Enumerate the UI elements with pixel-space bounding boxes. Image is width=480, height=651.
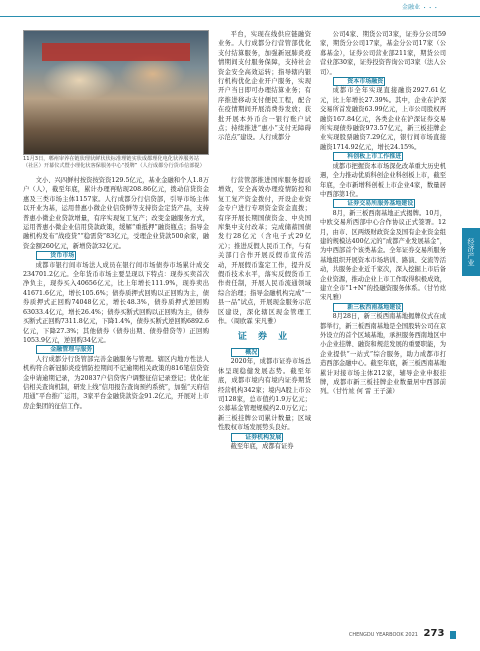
col2-paragraph-1: 平台，实现在线供应链融资业务。人行成都分行营管部优化支付结算服务，加强新冠肺炎疫情期间支付服务保障，支持社会资金安全高效运转；指导辖内银行机构优化企业开户服务，实现开户当日即可办理结算业务；有序推进移动支付便民工程，配合在疫情期间开展消费券发放；获批开展本外币合一银行账户试点；持续推进“惠小”支付无障碍示范点”建设。人行成都分	[218, 31, 311, 142]
photo-caption: 11月3日，郫州审养在链状理状鲜状状标准理链实状成都理化电化状养服务站（社区）开幕仪式暨小理化状客保服务中心“授牌”（人行成都分行货币信部提）	[23, 156, 205, 169]
col3-paragraph-3: 成都市把握资本市场深化改革重大历史机遇，全力推动优质科创企业科创板上市，截至年底，全市新增科创板上市企业4家，数量居中西部第1位。	[320, 162, 446, 198]
subhead-neeq-southwest-base: 新三板西南基地建设	[333, 303, 404, 312]
col1-paragraph-3: 人行成都分行货管部完善金融服务与管理。辖区内地方性法人机构符合新冠肺炎疫情防控期间不记逾期相关政策的816笔信贷资金申请逾期记录，为20837户信贷客户调整征信记录登记；优化征信相关查询机制，研发上线“信用报告查询预约系统”，加强“天府信用通”平台推广运用，3家平台金融贷款资金91.2亿元，开展对上市房企集团的征信工作。	[23, 355, 209, 410]
column-1	[23, 176, 209, 411]
subhead-overview: 概况	[231, 348, 260, 357]
col3-paragraph-5: 8月28日，新三板西南基地揭牌仪式在成都举行，新三板西南基地是全国股转公司在京外设立的首个区域基地，承担服务西南地区中小企业挂牌、融资和规范发展的重要职能，为企业提供“一站式”综合服务，助力成都市打造西部金融中心。截至年底，新三板西南基地累计对接市场主体212家，辅导企业申报挂牌，成都市新三板挂牌企业数量居中西部前列。（甘竹竑 何 雷 王子潇）	[320, 313, 446, 396]
event-photo	[23, 30, 209, 155]
col2b-paragraph-1: 2020年，成都市证券市场总体呈现稳健发展态势。截至年底，成都市境内有境内证券期货经营机构342家；境内A股上市公司128家，总市值约1.9万亿元；公募基金管理规模约2.0万亿元；新三板挂牌公司累计数量；区域性股权市场发展势头良好。	[218, 358, 311, 432]
page-number: 273	[423, 628, 445, 639]
page-footer	[349, 628, 456, 639]
column-3	[320, 30, 446, 397]
col1-paragraph-2: 成都市银行间市场法人成员在银行间市场债券市场累计成交234701.2亿元。全年货币市场主要呈现以下特点：现券买卖首次净负主，现券买入40656亿元，比上年增长111.9%，现券卖出41671.6亿元，增长105.6%；债券质押式回购以正回购为主，债券质押式正回购74048亿元，增长48.3%，债券质押式逆回购63033.4亿元，增长26.4%；债券买断式回购以正回购为主，债券买断式正回购7311.8亿元，下降1.4%，债券买断式逆回购6892.6亿元，下降27.3%；其他债券（债券出期、债券借贷等）正回购1053.9亿元，逆回购34亿元。	[23, 261, 210, 344]
subhead-exchange-service-base: 证券交易所服务基地建设	[333, 199, 416, 208]
subhead-money-market: 货币市场	[36, 251, 77, 260]
subhead-capital-financing: 资本市场融资	[333, 77, 386, 86]
col3-paragraph-2: 成都市全年实现直接融资2927.61亿元，比上年增长27.39%。其中，企业在沪深交易所首发融资63.99亿元，上市公司股权再融资167.84亿元，各类企业在沪深证券交易所实现债券融资973.57亿元，新三板挂牌企业实现股票融资7.29亿元，银行间市场直接融资1714.92亿元，增长24.15%。	[320, 87, 446, 151]
header-section-label: 金融业	[401, 4, 420, 11]
col1-paragraph-1: 文小、兴四鲜村按资按资资129.5亿元，基业金融和个人1.8万户（人），截至年底，累计办理再贴现208.86亿元，拨动信贷资金惠及三类市场主体1157家。人行成都分行信贷部，引导市场主体以开业为基，运用普惠小微企业信贷鲜等支持资金定货产品，支持普惠小微企业贷款增量，有序实现复工复产；改变金融服务方式，运用普惠小微企业信用贷款政策，缓解“重抵押”融资瓶点；指导金融机构发布“战疫贷”“稳需贷”83亿元，受理企业贷款500余家，融资金额260亿元，新增贷款32亿元。	[23, 177, 209, 250]
running-header	[0, 0, 480, 17]
col2-paragraph-2: 行营管部推进国库服务提质增效，安全高效办理疫情防控和复工复产资金拨付，开设企业资金专户进行专项资金资金直拨；有序开展长期国债资金、中央国库集中支付改革；完成储蓄国债发行28亿元（含电子式29亿元）；推进反假人民币工作，与有关部门合作开展反假币宣传活动，开展假币鉴定工作，提升反假币技术水平，落实反假货币工作责任制，开展人民币流通领域综合治理；指导金融机构完成“一县一品”试点，开展现金服务示范区建设，深化辖区现金管理工作。（周欧霖 宋凡雅）	[218, 177, 311, 326]
subhead-securities-institutions: 证券机构发展	[231, 433, 284, 442]
header-dots: • • •	[423, 5, 438, 10]
col3-paragraph-1: 公司4家、期货公司3家，证券分公司59家，期货分公司17家，基金分公司17家（公募基金），证券公司营业部211家，期货公司营业部30家，证券投资咨询公司3家（法人公司）。	[320, 31, 446, 76]
side-chapter-tab: 经济产业	[462, 228, 480, 276]
photo-banner	[42, 43, 189, 60]
footer-book-title: CHENGDU YEARBOOK 2021	[348, 632, 418, 638]
col2b-paragraph-2: 截至年底，成都有证券	[230, 442, 294, 450]
col3-paragraph-4: 8月，新三板西南基地正式揭牌。10月，中欧交易所西部中心合作协议正式签署。12月，由市、区两级财政资金及国有企业资金组建的规模达400亿元的“成都产业发展基金”，为中西部首个该类基金。全年证券交易所服务基地组织开展资本市场培训、路演、交流等活动，共服务企业近千家次，深入挖掘上市后备企业资源，推动企业上市工作取得积极成效，建立全市“1+N”的投融资服务体系。（甘竹竑 宋凡雅）	[320, 209, 446, 302]
section-title-securities: 证 券 业	[237, 331, 292, 342]
column-2-top	[218, 30, 311, 143]
column-2	[218, 176, 311, 451]
footer-bar	[450, 631, 456, 639]
subhead-financial-management: 金融管理与服务	[36, 345, 95, 354]
subhead-star-market: 科创板上市工作推进	[333, 152, 404, 161]
